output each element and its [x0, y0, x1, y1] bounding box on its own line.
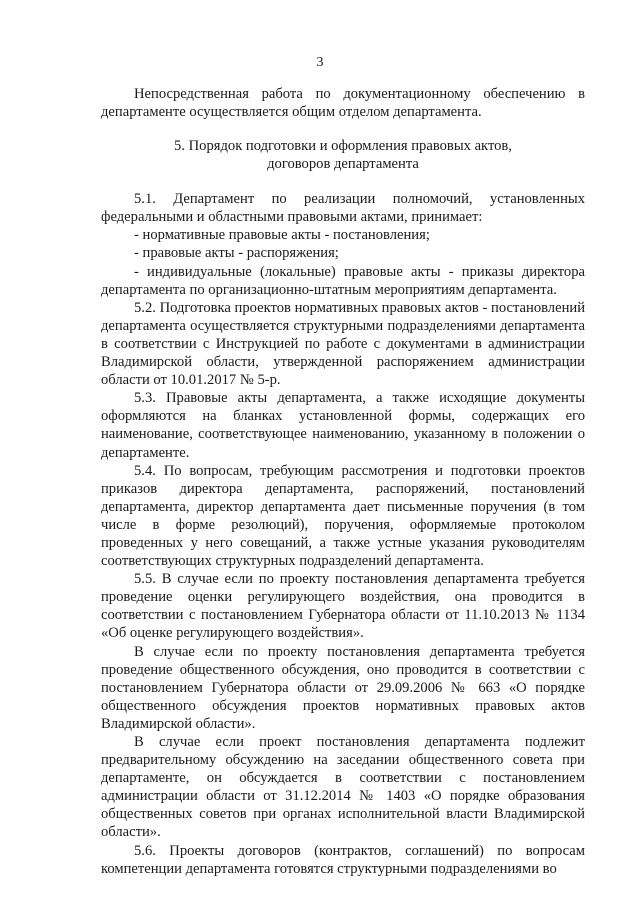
page-number: 3 — [316, 55, 324, 70]
list-item-normative-acts: - нормативные правовые акты - постановления; — [134, 227, 430, 244]
section-heading-line-1: 5. Порядок подготовки и оформления правовых актов, — [174, 138, 512, 155]
paragraph-5-2: 5.2. Подготовка проектов нормативных правовых актов - постановлений департамента осуществляется структурными подразделениями департамента в соответствии с Инструкцией по работе с документами в администрации Владимирской области, утвержденной распоряжением администрации области от 10.01.2017 № 5-р. — [101, 299, 585, 389]
document-body — [101, 85, 585, 878]
paragraph-5-3: 5.3. Правовые акты департамента, а также исходящие документы оформляются на бланках установленной формы, содержащих его наименование, соответствующее наименованию, указанному в положении о департаменте. — [101, 390, 585, 461]
intro-paragraph: Непосредственная работа по документационному обеспечению в департаменте осуществляется общим отделом департамента. — [101, 86, 585, 121]
paragraph-5-5-public-discussion: В случае если по проекту постановления департамента требуется проведение общественного обсуждения, оно проводится в соответствии с постановлением Губернатора области от 29.09.2006 № 663 «О порядке общественного обсуждения проектов нормативных правовых актов Владимирской области». — [101, 643, 585, 732]
list-item-local-acts: - индивидуальные (локальные) правовые акты - приказы директора департамента по организационно-штатным мероприятиям департамента. — [101, 263, 585, 298]
paragraph-5-5: 5.5. В случае если по проекту постановления департамента требуется проведение оценки регулирующего воздействия, она проводится в соответствии с постановлением Губернатора области от 11.10.2013 № 1134 «Об оценке регулирующего воздействия». — [101, 571, 585, 642]
section-heading-line-2: договоров департамента — [267, 156, 419, 173]
section-heading — [101, 137, 585, 173]
paragraph-5-5-public-council: В случае если проект постановления департамента подлежит предварительному обсуждению на заседании общественного совета при департаменте, он обсуждается в соответствии с постановлением администрации области от 31.12.2014 № 1403 «О порядке образования общественных советов при органах исполнительной власти Владимирской области». — [101, 734, 585, 841]
paragraph-5-4: 5.4. По вопросам, требующим рассмотрения и подготовки проектов приказов директора департамента, распоряжений, постановлений департамента, директор департамента дает письменные поручения (в том числе в форме резолюций), поручения, оформляемые протоколом проведенных у него совещаний, а также устные указания руководителям соответствующих структурных подразделений департамента. — [101, 462, 585, 570]
paragraph-5-6: 5.6. Проекты договоров (контрактов, соглашений) по вопросам компетенции департамента готовятся структурными подразделениями во — [101, 842, 585, 877]
list-item-legal-acts: - правовые акты - распоряжения; — [134, 245, 339, 262]
paragraph-5-1: 5.1. Департамент по реализации полномочий, установленных федеральными и областными правовыми актами, принимает: — [101, 191, 585, 226]
